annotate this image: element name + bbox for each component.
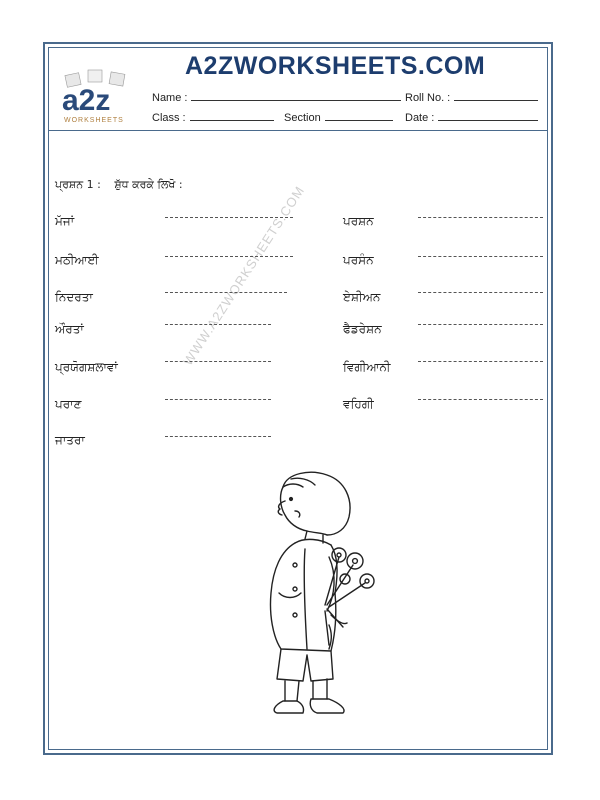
date-field[interactable] [405, 110, 538, 124]
left-word: ਨਿਦਰਤਾ [55, 290, 93, 304]
class-field[interactable] [152, 110, 274, 124]
answer-line[interactable] [418, 256, 543, 257]
right-word: ਪਰਸੰਨ [343, 253, 374, 267]
boy-with-flowers-illustration [225, 465, 385, 720]
right-word: ਪਰਸ਼ਨ [343, 214, 374, 228]
roll-label: Roll No. : [405, 92, 451, 104]
class-label: Class : [152, 112, 186, 124]
site-title: A2ZWORKSHEETS.COM [185, 52, 486, 80]
right-word: ਫੈਡਰੇਸ਼ਨ [343, 322, 382, 336]
left-word: ਮਠੀਆਈ [55, 253, 99, 267]
answer-line[interactable] [165, 217, 293, 218]
section-label: Section [284, 112, 321, 124]
left-word: ਪ੍ਰਯੋਗਸ਼ਲਾਵਾਂ [55, 360, 118, 374]
roll-blank[interactable] [454, 90, 538, 101]
answer-line[interactable] [418, 361, 543, 362]
a2z-logo [58, 68, 138, 126]
right-word: ਵਿਗੀਆਨੀ [343, 360, 391, 374]
answer-line[interactable] [418, 217, 543, 218]
left-word: ਔਰਤਾਂ [55, 322, 84, 336]
header-divider [48, 130, 548, 131]
question-heading [55, 178, 193, 192]
left-word: ਜਾਤਰਾ [55, 433, 85, 447]
section-blank[interactable] [325, 110, 393, 121]
answer-line[interactable] [165, 361, 271, 362]
question-instruction: ਸ਼ੁੱਧ ਕਰਕੇ ਲਿਖੋ : [114, 178, 183, 191]
class-blank[interactable] [190, 110, 274, 121]
answer-line[interactable] [418, 399, 543, 400]
name-field[interactable] [152, 90, 401, 104]
left-word: ਪਰਾਣ [55, 397, 82, 411]
name-blank[interactable] [191, 90, 401, 101]
answer-line[interactable] [165, 436, 271, 437]
watermark: WWW.A2ZWORKSHEETS.COM [180, 183, 308, 369]
answer-line[interactable] [418, 292, 543, 293]
answer-line[interactable] [165, 292, 287, 293]
date-blank[interactable] [438, 110, 538, 121]
svg-text:a2z: a2z [62, 84, 111, 117]
right-word: ਏਸ਼ੀਅਨ [343, 290, 381, 304]
answer-line[interactable] [165, 256, 293, 257]
answer-line[interactable] [165, 324, 271, 325]
svg-text:WORKSHEETS: WORKSHEETS [64, 117, 124, 124]
right-word: ਵਹਿਗੀ [343, 397, 374, 411]
name-label: Name : [152, 92, 188, 104]
answer-line[interactable] [418, 324, 543, 325]
question-number: ਪ੍ਰਸ਼ਨ 1 : [55, 178, 101, 191]
roll-field[interactable] [405, 90, 538, 104]
date-label: Date : [405, 112, 435, 124]
section-field[interactable] [284, 110, 393, 124]
left-word: ਮੱਜਾਂ [55, 214, 75, 228]
answer-line[interactable] [165, 399, 271, 400]
